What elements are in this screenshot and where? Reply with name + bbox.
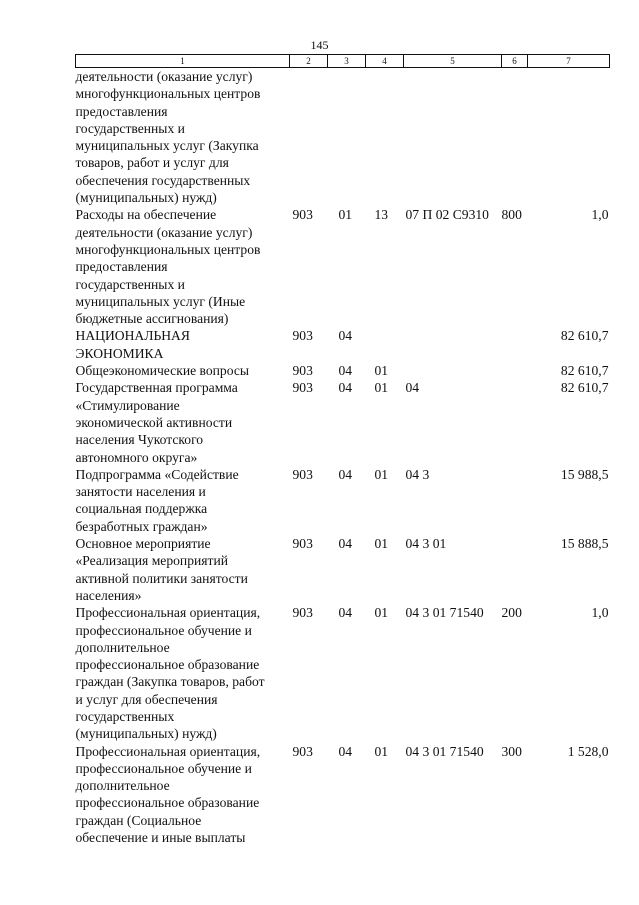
department-code: 903 [292, 363, 313, 379]
row-name [76, 379, 290, 465]
row-name-line: занятости населения и [75, 484, 206, 500]
row-name [76, 206, 290, 327]
department-code: 903 [292, 328, 313, 344]
section-code: 01 [338, 207, 353, 223]
header-cell-6: 6 [502, 55, 528, 68]
row-name-line: товаров, работ и услуг для [75, 155, 229, 171]
row-name-line: Подпрограмма «Содействие [75, 466, 239, 482]
department-code: 903 [292, 466, 313, 482]
page-number: 145 [310, 38, 329, 52]
amount: 15 888,5 [560, 536, 609, 552]
expense-type-code: 300 [501, 743, 522, 759]
row-name-line: дополнительное [75, 778, 170, 794]
row-name-line: граждан (Закупка товаров, работ [75, 674, 265, 690]
table-row [76, 379, 610, 465]
expense-type-code [502, 379, 528, 465]
section-code [328, 68, 366, 207]
target-article-code: 04 3 [405, 466, 430, 482]
header-cell-4: 4 [366, 55, 404, 68]
amount: 1,0 [591, 207, 609, 223]
row-name-line: деятельности (оказание услуг) [75, 69, 253, 84]
row-name-line: государственных и [75, 276, 185, 292]
row-name-line: многофункциональных центров [75, 241, 261, 257]
department-code: 903 [292, 380, 313, 396]
subsection-code: 01 [374, 363, 389, 379]
column-number-header [76, 55, 610, 68]
row-name-line: деятельности (оказание услуг) [75, 224, 253, 240]
table-row [76, 206, 610, 327]
row-name-line: государственных и [75, 120, 185, 136]
target-article-code [404, 68, 502, 207]
target-article-code: 07 П 02 С9310 [405, 207, 489, 223]
row-name-line: активной политики занятости [75, 570, 248, 586]
row-name-line: Расходы на обеспечение [75, 207, 217, 223]
row-name-line: НАЦИОНАЛЬНАЯ [75, 328, 190, 344]
amount: 1 528,0 [567, 743, 609, 759]
budget-table [75, 54, 610, 846]
row-name-line: обеспечение и иные выплаты [75, 830, 246, 846]
section-code: 04 [338, 328, 353, 344]
subsection-code: 01 [374, 466, 389, 482]
table-row [76, 466, 610, 535]
expense-type-code [502, 68, 528, 207]
row-name-line: бюджетные ассигнования) [75, 311, 229, 327]
row-name-line: государственных [75, 708, 175, 724]
row-name-line: (муниципальных) нужд) [75, 726, 217, 742]
expense-type-code: 200 [501, 605, 522, 621]
table-row [76, 327, 610, 362]
amount: 82 610,7 [560, 363, 609, 379]
department-code: 903 [292, 605, 313, 621]
row-name-line: социальная поддержка [75, 501, 208, 517]
row-name-line: и услуг для обеспечения [75, 691, 218, 707]
row-name [76, 604, 290, 742]
amount: 1,0 [591, 605, 609, 621]
table-row [76, 743, 610, 847]
table-row [76, 604, 610, 742]
amount: 82 610,7 [560, 380, 609, 396]
section-code: 04 [338, 536, 353, 552]
section-code: 04 [338, 743, 353, 759]
department-code: 903 [292, 207, 313, 223]
row-name-line: профессиональное образование [75, 795, 260, 811]
row-name-line: обеспечения государственных [75, 172, 251, 188]
target-article-code [404, 362, 502, 379]
row-name-line: многофункциональных центров [75, 86, 261, 102]
table-row [76, 68, 610, 207]
table-row [76, 535, 610, 604]
row-name-line: Профессиональная ориентация, [75, 743, 261, 759]
row-name-line: Основное мероприятие [75, 536, 211, 552]
expense-type-code [502, 327, 528, 362]
row-name-line: безработных граждан» [75, 518, 208, 534]
row-name-line: экономической активности [75, 414, 233, 430]
target-article-code: 04 3 01 [405, 536, 447, 552]
row-name [76, 535, 290, 604]
department-code: 903 [292, 743, 313, 759]
expense-type-code [502, 362, 528, 379]
department-code: 903 [292, 536, 313, 552]
subsection-code: 13 [374, 207, 389, 223]
header-cell-1: 1 [76, 55, 290, 68]
row-name-line: профессиональное обучение и [75, 760, 252, 776]
subsection-code [366, 327, 404, 362]
target-article-code: 04 3 01 71540 [405, 743, 484, 759]
row-name-line: Общеэкономические вопросы [75, 363, 250, 379]
section-code: 04 [338, 466, 353, 482]
row-name-line: автономного округа» [75, 449, 198, 465]
subsection-code: 01 [374, 743, 389, 759]
target-article-code [404, 327, 502, 362]
subsection-code: 01 [374, 536, 389, 552]
row-name-line: населения Чукотского [75, 432, 204, 448]
expense-type-code [502, 535, 528, 604]
expense-type-code [502, 466, 528, 535]
row-name-line: профессиональное обучение и [75, 622, 252, 638]
header-cell-5: 5 [404, 55, 502, 68]
row-name-line: населения» [75, 587, 142, 603]
row-name [76, 68, 290, 207]
section-code: 04 [338, 605, 353, 621]
expense-type-code: 800 [501, 207, 522, 223]
header-cell-2: 2 [290, 55, 328, 68]
department-code [290, 68, 328, 207]
subsection-code: 01 [374, 380, 389, 396]
row-name-line: «Стимулирование [75, 397, 180, 413]
row-name-line: дополнительное [75, 639, 170, 655]
row-name-line: профессиональное образование [75, 657, 260, 673]
amount [528, 68, 610, 207]
target-article-code: 04 3 01 71540 [405, 605, 484, 621]
section-code: 04 [338, 363, 353, 379]
row-name-line: Профессиональная ориентация, [75, 605, 261, 621]
subsection-code: 01 [374, 605, 389, 621]
row-name-line: граждан (Социальное [75, 812, 202, 828]
target-article-code: 04 [405, 380, 420, 396]
row-name [76, 466, 290, 535]
row-name-line: предоставления [75, 259, 168, 275]
row-name [76, 743, 290, 847]
row-name-line: «Реализация мероприятий [75, 553, 229, 569]
row-name-line: предоставления [75, 103, 168, 119]
table-row [76, 362, 610, 379]
row-name [76, 327, 290, 362]
header-cell-7: 7 [528, 55, 610, 68]
row-name-line: муниципальных услуг (Закупка [75, 138, 259, 154]
row-name-line: ЭКОНОМИКА [75, 345, 164, 361]
amount: 15 988,5 [560, 466, 609, 482]
row-name-line: (муниципальных) нужд) [75, 190, 217, 206]
amount: 82 610,7 [560, 328, 609, 344]
row-name-line: Государственная программа [75, 380, 238, 396]
row-name [76, 362, 290, 379]
header-cell-3: 3 [328, 55, 366, 68]
subsection-code [366, 68, 404, 207]
section-code: 04 [338, 380, 353, 396]
row-name-line: муниципальных услуг (Иные [75, 293, 246, 309]
